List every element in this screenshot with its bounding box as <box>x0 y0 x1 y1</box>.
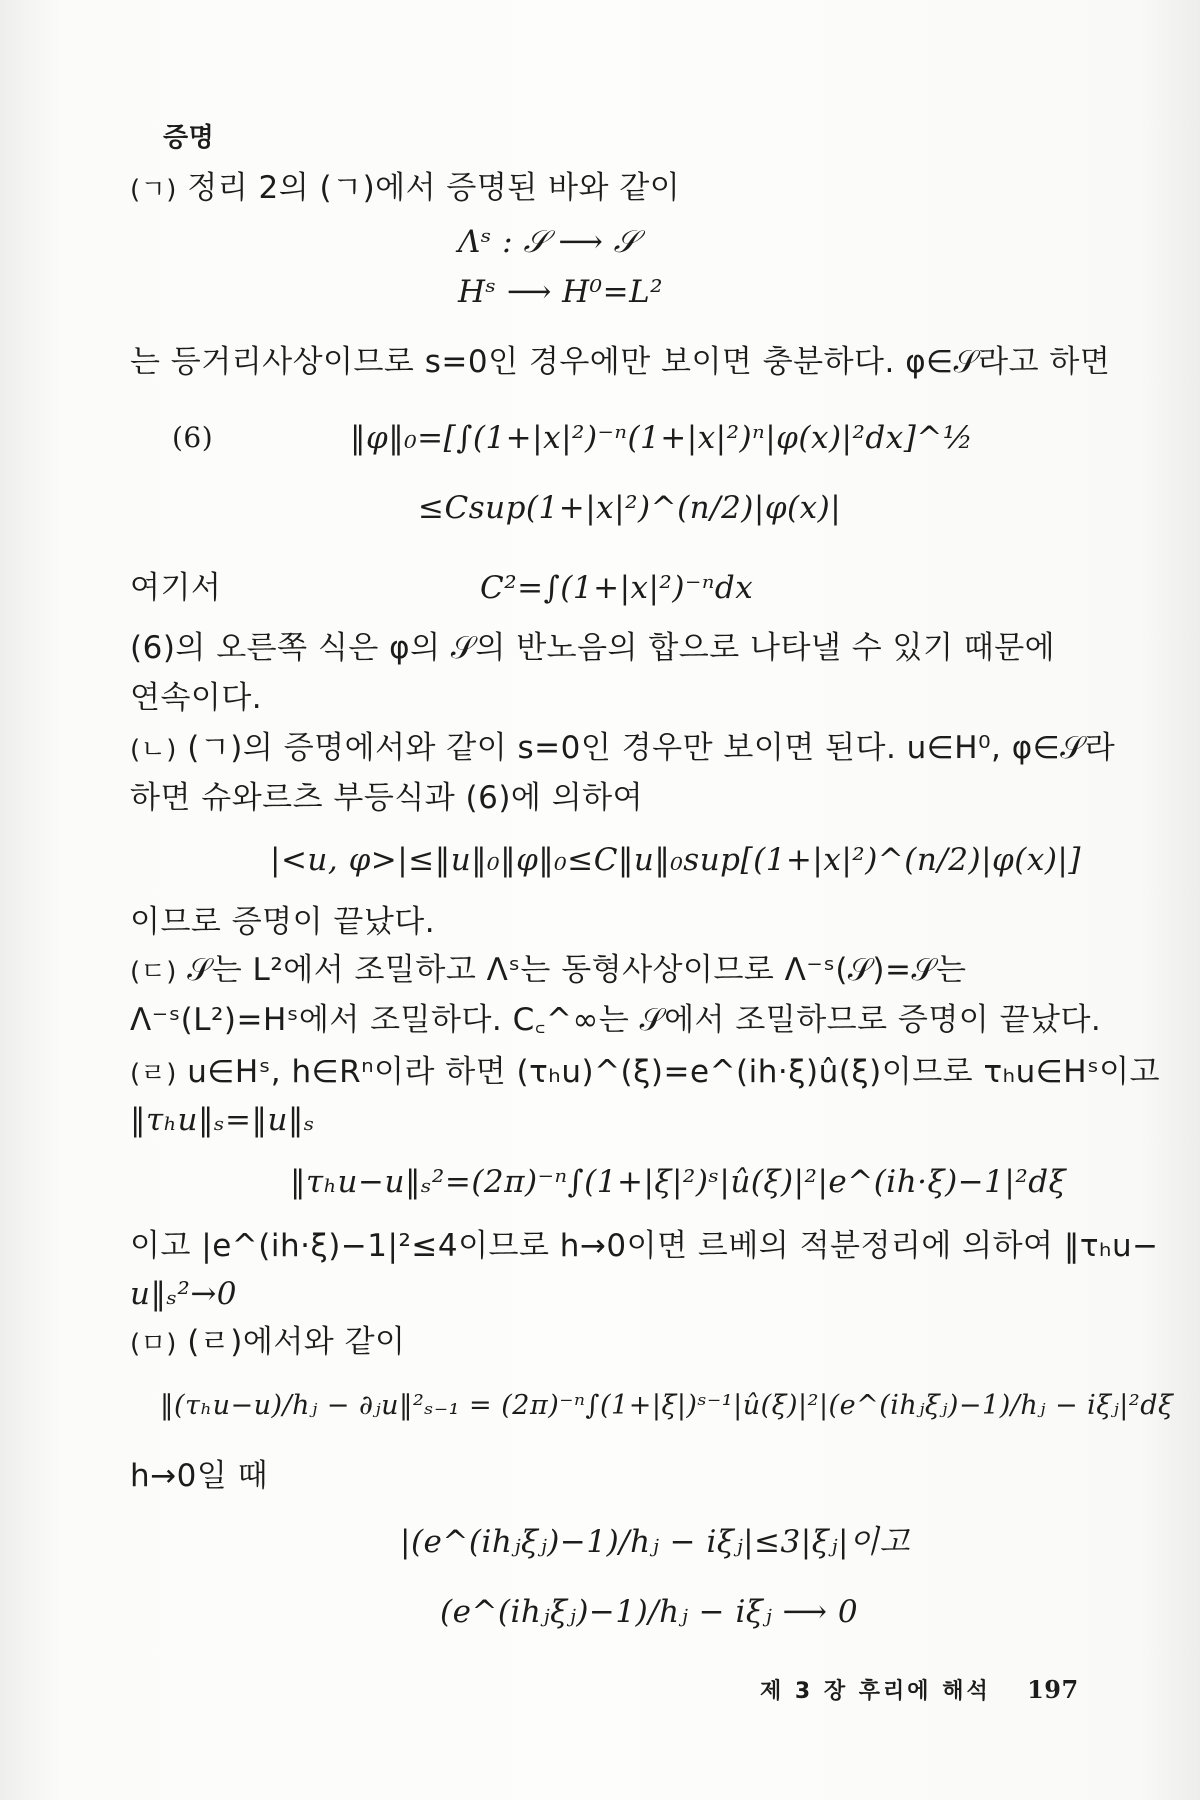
page-number: 197 <box>1027 1675 1079 1704</box>
mapping-line-1: Λˢ : 𝒮 ⟶ 𝒮 <box>458 224 639 260</box>
part-a-text-3: 연속이다. <box>130 680 263 716</box>
part-d-marker: (ㄹ) <box>130 1059 177 1089</box>
proof-heading: 증명 <box>163 123 215 153</box>
part-d-text-4: u‖ₛ²→0 <box>130 1276 238 1312</box>
part-e-limit: (e^(ihⱼξⱼ)−1)/hⱼ − iξⱼ ⟶ 0 <box>440 1594 859 1630</box>
part-b-inequality: |<u, φ>|≤‖u‖₀‖φ‖₀≤C‖u‖₀sup[(1+|x|²)^(n/2)|φ(x)|] <box>270 842 1081 878</box>
part-a-text-1: 는 등거리사상이므로 s=0인 경우에만 보이면 충분하다. φ∈𝒮라고 하면 <box>130 344 1111 380</box>
part-e-inequality-1: |(e^(ihⱼξⱼ)−1)/hⱼ − iξⱼ|≤3|ξⱼ|이고 <box>400 1524 910 1560</box>
part-d-text-2: ‖τₕu‖ₛ=‖u‖ₛ <box>130 1102 315 1138</box>
part-e-marker: (ㅁ) <box>130 1329 177 1359</box>
part-e-line-1 <box>130 1322 405 1364</box>
chapter-title: 제 3 장 후리에 해석 <box>760 1679 991 1704</box>
page-footer <box>760 1668 1079 1712</box>
part-b-line-1 <box>130 728 1115 770</box>
part-e-equation: ‖(τₕu−u)/hⱼ − ∂ⱼu‖²ₛ₋₁ = (2π)⁻ⁿ∫(1+|ξ|)ˢ⁻¹|û(ξ)|²|(e^(ihⱼξⱼ)−1)/hⱼ − iξⱼ|²dξ <box>160 1390 1174 1421</box>
part-b-text-2: 하면 슈와르츠 부등식과 (6)에 의하여 <box>130 780 644 816</box>
part-e-text-1: (ㄹ)에서와 같이 <box>187 1324 406 1360</box>
mapping-line-2: Hˢ ⟶ H⁰=L² <box>458 274 664 310</box>
equation-6-line-2: ≤Csup(1+|x|²)^(n/2)|φ(x)| <box>418 490 842 526</box>
part-a-intro <box>130 168 680 210</box>
part-a-intro-text: 정리 2의 (ㄱ)에서 증명된 바와 같이 <box>187 170 681 206</box>
where-label: 여기서 <box>130 570 222 606</box>
part-d-equation: ‖τₕu−u‖ₛ²=(2π)⁻ⁿ∫(1+|ξ|²)ˢ|û(ξ)|²|e^(ih·ξ)−1|²dξ <box>290 1164 1067 1200</box>
part-e-text-2: h→0일 때 <box>130 1458 269 1494</box>
part-a-text-2: (6)의 오른쪽 식은 φ의 𝒮의 반노음의 합으로 나타낼 수 있기 때문에 <box>130 630 1056 666</box>
part-d-text-1: u∈Hˢ, h∈Rⁿ이라 하면 (τₕu)^(ξ)=e^(ih·ξ)û(ξ)이므로 τₕu∈Hˢ이고 <box>187 1054 1161 1090</box>
part-b-marker: (ㄴ) <box>130 735 177 765</box>
equation-number-6: (6) <box>172 421 214 454</box>
part-c-text-1: 𝒮는 L²에서 조밀하고 Λˢ는 동형사상이므로 Λ⁻ˢ(𝒮)=𝒮는 <box>187 952 967 988</box>
part-d-text-3: 이고 |e^(ih·ξ)−1|²≤4이므로 h→0이면 르베의 적분정리에 의하여 ‖τₕu− <box>130 1228 1159 1264</box>
part-c-marker: (ㄷ) <box>130 957 177 987</box>
part-a-marker: (ㄱ) <box>130 175 177 205</box>
part-d-line-1 <box>130 1052 1160 1094</box>
part-c-text-2: Λ⁻ˢ(L²)=Hˢ에서 조밀하다. C꜀^∞는 𝒮에서 조밀하므로 증명이 끝났다. <box>130 1002 1102 1038</box>
where-equation: C²=∫(1+|x|²)⁻ⁿdx <box>480 570 754 606</box>
equation-6-line-1: ‖φ‖₀=[∫(1+|x|²)⁻ⁿ(1+|x|²)ⁿ|φ(x)|²dx]^½ <box>350 420 974 456</box>
part-c-line-1 <box>130 950 966 992</box>
part-b-text-1: (ㄱ)의 증명에서와 같이 s=0인 경우만 보이면 된다. u∈H⁰, φ∈𝒮라 <box>187 730 1116 766</box>
part-b-text-3: 이므로 증명이 끝났다. <box>130 904 436 940</box>
